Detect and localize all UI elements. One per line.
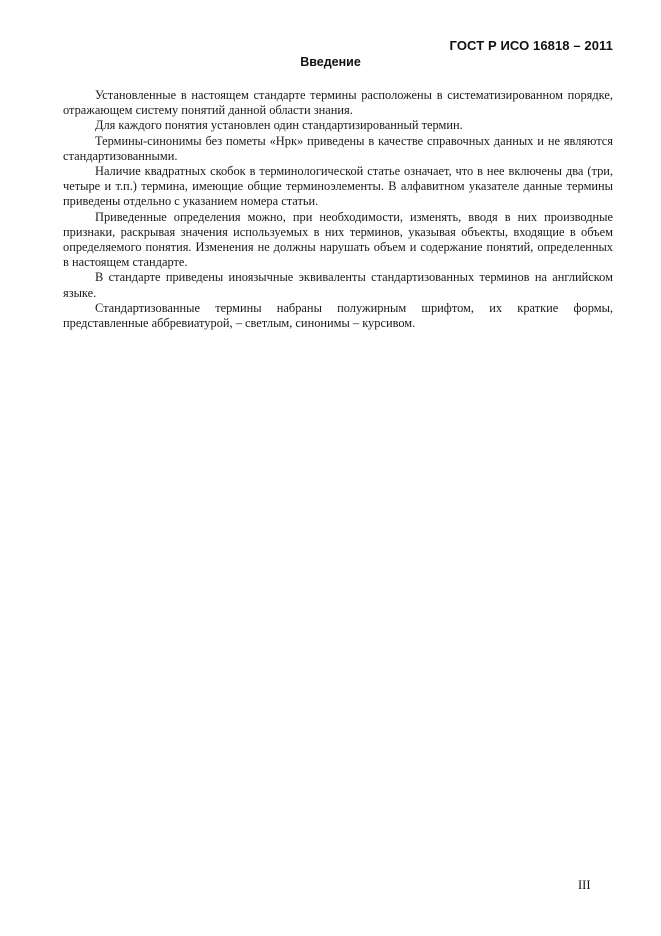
paragraph-7: Стандартизованные термины набраны полужирным шрифтом, их краткие формы, представленные аббревиатурой, – светлым, синонимы – курсивом. — [63, 300, 613, 331]
paragraph-6: В стандарте приведены иноязычные эквиваленты стандартизованных терминов на английском языке. — [63, 270, 613, 300]
paragraph-1: Установленные в настоящем стандарте термины расположены в систематизированном порядке, отражающем систему понятий данной области знания. — [63, 88, 613, 118]
paragraph-2: Для каждого понятия установлен один стандартизированный термин. — [95, 118, 463, 133]
paragraph-3: Термины-синонимы без пометы «Нрк» приведены в качестве справочных данных и не являются стандартизованными. — [63, 133, 613, 163]
page-number: III — [578, 878, 591, 892]
section-title: Введение — [300, 55, 361, 69]
paragraph-4: Наличие квадратных скобок в терминологической статье означает, что в нее включены два (три, четыре и т.п.) термина, имеющие общие терминоэлементы. В алфавитном указателе данные термины приведены отдельно с указанием номера статьи. — [63, 164, 613, 209]
paragraph-5: Приведенные определения можно, при необходимости, изменять, вводя в них производные признаки, раскрывая значения используемых в них терминов, указывая объекты, входящие в объем определяемого понятия. Изменения не должны нарушать объем и содержание понятий, определенных в настоящем стандарте. — [63, 209, 613, 270]
standard-code-header: ГОСТ Р ИСО 16818 – 2011 — [449, 38, 613, 53]
introduction-body — [63, 88, 613, 331]
